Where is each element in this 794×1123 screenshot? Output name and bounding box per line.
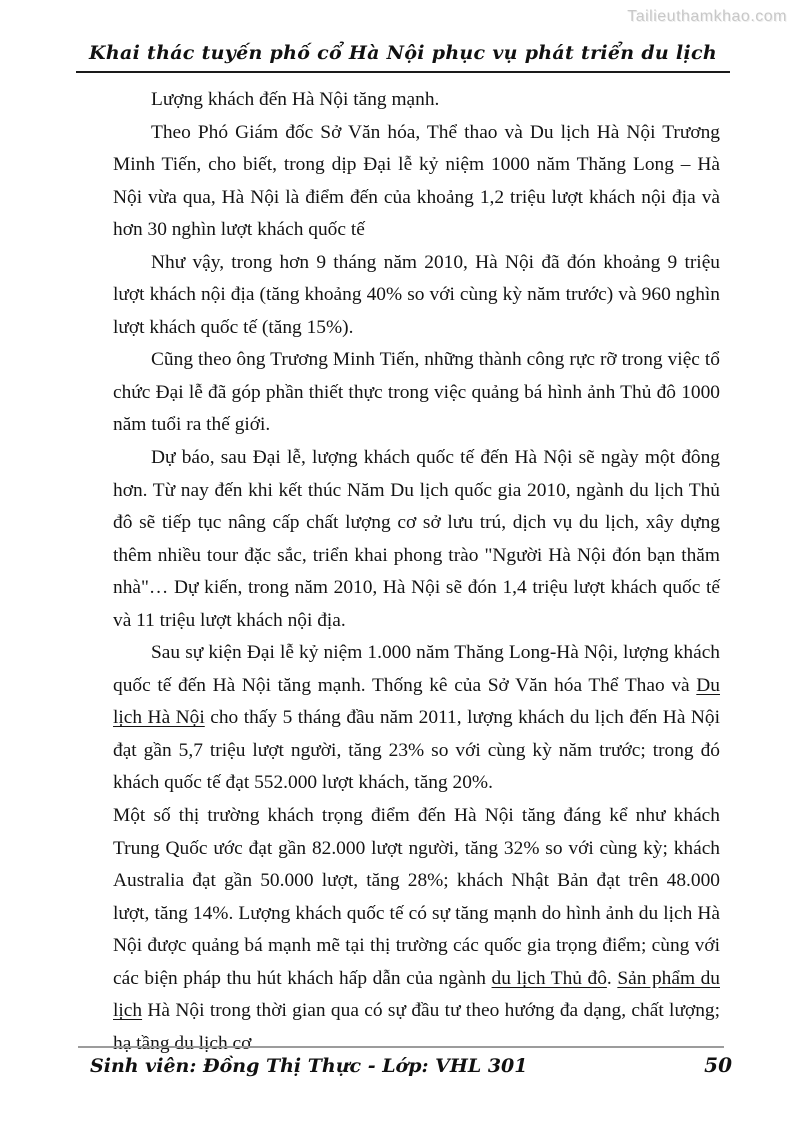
page-header-title: Khai thác tuyến phố cổ Hà Nội phục vụ phát triển du lịch [76,42,730,73]
footer-student-info: Sinh viên: Đồng Thị Thực - Lớp: VHL 301 [90,1055,528,1077]
text-run: cho thấy 5 tháng đầu năm 2011, lượng khách du lịch đến Hà Nội đạt gần 5,7 triệu lượt người, tăng 23% so với cùng kỳ năm trước; trong đó khách quốc tế đạt 552.000 lượt khách, tăng 20%. [113,707,720,794]
text-run: Sau sự kiện Đại lễ kỷ niệm 1.000 năm Thăng Long-Hà Nội, lượng khách quốc tế đến Hà Nội tăng mạnh. Thống kê của Sở Văn hóa Thể Thao và [113,642,720,696]
paragraph [113,117,720,247]
page-footer [90,1053,732,1077]
footer-rule [78,1046,724,1048]
text-run: Theo Phó Giám đốc Sở Văn hóa, Thể thao và Du lịch Hà Nội Trương Minh Tiến, cho biết, trong dịp Đại lễ kỷ niệm 1000 năm Thăng Long – Hà Nội vừa qua, Hà Nội là điểm đến của khoảng 1,2 triệu lượt khách nội địa và hơn 30 nghìn lượt khách quốc tế [113,121,720,241]
text-run: Dự báo, sau Đại lễ, lượng khách quốc tế đến Hà Nội sẽ ngày một đông hơn. Từ nay đến khi kết thúc Năm Du lịch quốc gia 2010, ngành du lịch Thủ đô sẽ tiếp tục nâng cấp chất lượng cơ sở lưu trú, dịch vụ du lịch, xây dựng thêm nhiều tour đặc sắc, triển khai phong trào "Người Hà Nội đón bạn thăm nhà"… Dự kiến, trong năm 2010, Hà Nội sẽ đón 1,4 triệu lượt khách quốc tế và 11 triệu lượt khách nội địa. [113,447,720,631]
paragraph [113,442,720,637]
text-run: Cũng theo ông Trương Minh Tiến, những thành công rực rỡ trong việc tổ chức Đại lễ đã góp phần thiết thực trong việc quảng bá hình ảnh Thủ đô 1000 năm tuổi ra thế giới. [113,349,720,436]
paragraph [113,247,720,345]
paragraph [113,84,720,117]
footer-page-number: 50 [704,1053,732,1077]
text-run: Một số thị trường khách trọng điểm đến Hà Nội tăng đáng kể như khách Trung Quốc ước đạt gần 82.000 lượt người, tăng 32% so với cùng kỳ; khách Australia đạt gần 50.000 lượt, tăng 28%; khách Nhật Bản đạt trên 48.000 lượt, tăng 14%. Lượng khách quốc tế có sự tăng mạnh do hình ảnh du lịch Hà Nội được quảng bá mạnh mẽ tại thị trường các quốc gia trọng điểm; cùng với các biện pháp thu hút khách hấp dẫn của ngành [113,805,720,989]
text-run: Lượng khách đến Hà Nội tăng mạnh. [151,89,440,110]
paragraph [113,637,720,800]
text-run: Như vậy, trong hơn 9 tháng năm 2010, Hà Nội đã đón khoảng 9 triệu lượt khách nội địa (tăng khoảng 40% so với cùng kỳ năm trước) và 960 nghìn lượt khách quốc tế (tăng 15%). [113,251,720,338]
underlined-phrase: Du lịch Hà Nội [113,674,720,729]
paragraph [113,344,720,442]
underlined-phrase: Sản phẩm du lịch [113,967,720,1022]
text-run: Hà Nội trong thời gian qua có sự đầu tư theo hướng đa dạng, chất lượng; hạ tầng du lịch cơ [113,1000,720,1054]
text-run: . [606,967,618,989]
underlined-phrase: du lịch Thủ đô [491,967,607,989]
paragraph [113,800,720,1060]
document-body [113,84,720,1060]
watermark: Tailieuthamkhao.com [627,8,787,25]
